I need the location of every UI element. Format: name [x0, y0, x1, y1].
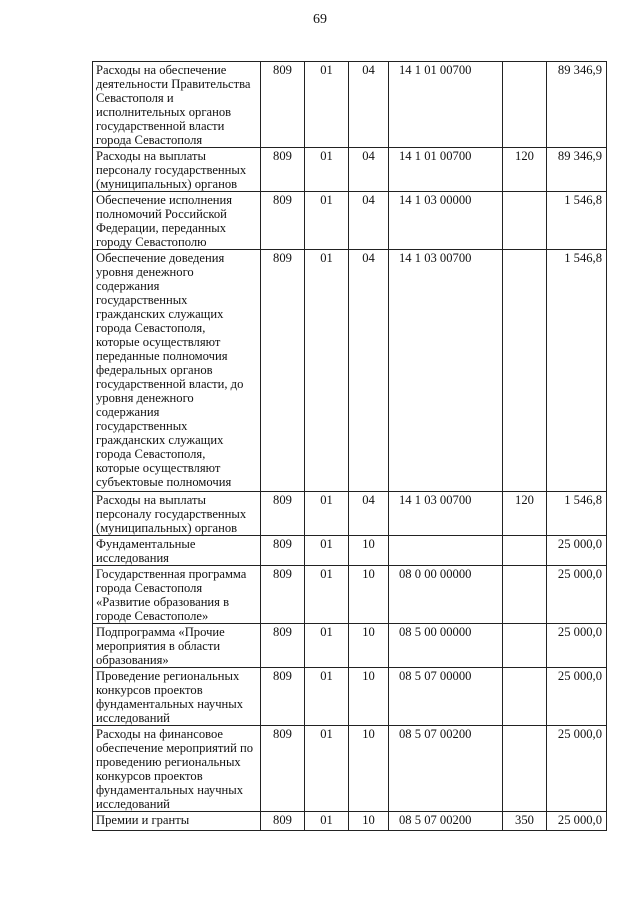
expense-name-cell: [93, 192, 261, 250]
department-code-cell: 809: [261, 668, 305, 726]
expense-name-line: которые осуществляют: [96, 461, 221, 475]
department-code-cell: 809: [261, 726, 305, 812]
expense-name-line: полномочий Российской: [96, 207, 227, 221]
amount-cell: 1 546,8: [547, 192, 607, 250]
table-row: [93, 812, 607, 831]
expense-name-line: персоналу государственных: [96, 163, 247, 177]
expense-name-cell: [93, 812, 261, 831]
expense-type-code-cell: 120: [503, 492, 547, 536]
amount-cell: 25 000,0: [547, 536, 607, 566]
target-article-code-cell: 08 5 07 00000: [389, 668, 503, 726]
expense-name-line: городе Севастополе»: [96, 609, 209, 623]
expense-name-line: Государственная программа: [96, 567, 247, 581]
expense-name-line: города Севастополя: [96, 133, 203, 147]
expense-name-line: Премии и гранты: [96, 813, 190, 827]
expense-name-line: Обеспечение исполнения: [96, 193, 233, 207]
expense-name-line: государственных: [96, 419, 188, 433]
expense-name-line: Подпрограмма «Прочие: [96, 625, 225, 639]
section-code-cell: 01: [305, 668, 349, 726]
expense-name-cell: [93, 148, 261, 192]
expense-name-line: «Развитие образования в: [96, 595, 230, 609]
department-code-cell: 809: [261, 492, 305, 536]
department-code-cell: 809: [261, 148, 305, 192]
table-row: [93, 492, 607, 536]
amount-cell: 25 000,0: [547, 668, 607, 726]
expense-type-code-cell: [503, 566, 547, 624]
subsection-code-cell: 04: [349, 62, 389, 148]
expense-name-line: обеспечение мероприятий по: [96, 741, 254, 755]
subsection-code-cell: 10: [349, 726, 389, 812]
page-number: 69: [313, 12, 327, 27]
expense-type-code-cell: [503, 250, 547, 492]
expense-name-line: содержания: [96, 279, 160, 293]
table-row: [93, 624, 607, 668]
expense-name-line: (муниципальных) органов: [96, 521, 238, 535]
section-code-cell: 01: [305, 536, 349, 566]
target-article-code-cell: 14 1 01 00700: [389, 62, 503, 148]
expense-name-line: фундаментальных научных: [96, 697, 244, 711]
department-code-cell: 809: [261, 566, 305, 624]
target-article-code-cell: 08 5 00 00000: [389, 624, 503, 668]
expense-name-line: исполнительных органов: [96, 105, 232, 119]
section-code-cell: 01: [305, 250, 349, 492]
expense-name-line: федеральных органов: [96, 363, 213, 377]
target-article-code-cell: 14 1 03 00700: [389, 492, 503, 536]
target-article-code-cell: 08 5 07 00200: [389, 726, 503, 812]
subsection-code-cell: 10: [349, 668, 389, 726]
table-row: [93, 536, 607, 566]
expense-name-line: исследований: [96, 711, 170, 725]
subsection-code-cell: 04: [349, 492, 389, 536]
expense-name-line: конкурсов проектов: [96, 683, 203, 697]
expense-name-line: государственной власти, до: [96, 377, 244, 391]
expense-name-line: гражданских служащих: [96, 433, 224, 447]
amount-cell: 89 346,9: [547, 148, 607, 192]
expense-type-code-cell: [503, 192, 547, 250]
expense-name-line: государственной власти: [96, 119, 225, 133]
table-row: [93, 668, 607, 726]
expense-name-line: Расходы на обеспечение: [96, 63, 227, 77]
expense-name-cell: [93, 62, 261, 148]
table-row: [93, 62, 607, 148]
expense-type-code-cell: [503, 536, 547, 566]
expense-name-line: мероприятия в области: [96, 639, 221, 653]
expense-name-line: (муниципальных) органов: [96, 177, 238, 191]
expense-name-line: деятельности Правительства: [96, 77, 251, 91]
expense-type-code-cell: 120: [503, 148, 547, 192]
table-row: [93, 726, 607, 812]
expense-name-line: уровня денежного: [96, 265, 194, 279]
table-row: [93, 566, 607, 624]
amount-cell: 25 000,0: [547, 566, 607, 624]
expense-name-line: конкурсов проектов: [96, 769, 203, 783]
table-row: [93, 148, 607, 192]
expense-name-line: города Севастополя: [96, 581, 203, 595]
subsection-code-cell: 04: [349, 148, 389, 192]
target-article-code-cell: 08 0 00 00000: [389, 566, 503, 624]
department-code-cell: 809: [261, 62, 305, 148]
target-article-code-cell: 08 5 07 00200: [389, 812, 503, 831]
department-code-cell: 809: [261, 624, 305, 668]
expense-name-line: городу Севастополю: [96, 235, 207, 249]
expense-name-line: Расходы на финансовое: [96, 727, 224, 741]
subsection-code-cell: 10: [349, 536, 389, 566]
expense-name-line: которые осуществляют: [96, 335, 221, 349]
amount-cell: 1 546,8: [547, 250, 607, 492]
expense-name-line: Расходы на выплаты: [96, 149, 206, 163]
target-article-code-cell: [389, 536, 503, 566]
target-article-code-cell: 14 1 03 00000: [389, 192, 503, 250]
target-article-code-cell: 14 1 01 00700: [389, 148, 503, 192]
expense-name-line: субъектовые полномочия: [96, 475, 232, 489]
expense-name-line: Севастополя и: [96, 91, 174, 105]
expense-name-line: персоналу государственных: [96, 507, 247, 521]
expense-name-line: образования»: [96, 653, 169, 667]
expense-name-line: исследований: [96, 797, 170, 811]
section-code-cell: 01: [305, 624, 349, 668]
subsection-code-cell: 04: [349, 250, 389, 492]
subsection-code-cell: 04: [349, 192, 389, 250]
expense-type-code-cell: 350: [503, 812, 547, 831]
subsection-code-cell: 10: [349, 812, 389, 831]
expense-name-line: Расходы на выплаты: [96, 493, 206, 507]
expense-name-line: исследования: [96, 551, 169, 565]
amount-cell: 89 346,9: [547, 62, 607, 148]
expense-name-line: Федерации, переданных: [96, 221, 227, 235]
section-code-cell: 01: [305, 148, 349, 192]
table-row: [93, 192, 607, 250]
expense-name-line: фундаментальных научных: [96, 783, 244, 797]
expense-name-line: Обеспечение доведения: [96, 251, 225, 265]
expense-name-line: Проведение региональных: [96, 669, 240, 683]
expense-name-line: содержания: [96, 405, 160, 419]
budget-table-container: [92, 61, 606, 831]
expense-name-cell: [93, 492, 261, 536]
department-code-cell: 809: [261, 192, 305, 250]
expense-name-line: государственных: [96, 293, 188, 307]
amount-cell: 1 546,8: [547, 492, 607, 536]
section-code-cell: 01: [305, 812, 349, 831]
expense-name-line: гражданских служащих: [96, 307, 224, 321]
expense-type-code-cell: [503, 668, 547, 726]
section-code-cell: 01: [305, 566, 349, 624]
department-code-cell: 809: [261, 812, 305, 831]
expense-name-line: переданные полномочия: [96, 349, 228, 363]
subsection-code-cell: 10: [349, 566, 389, 624]
department-code-cell: 809: [261, 250, 305, 492]
expense-name-cell: [93, 536, 261, 566]
expense-name-line: города Севастополя,: [96, 321, 206, 335]
table-row: [93, 250, 607, 492]
section-code-cell: 01: [305, 192, 349, 250]
section-code-cell: 01: [305, 726, 349, 812]
subsection-code-cell: 10: [349, 624, 389, 668]
expense-name-line: проведению региональных: [96, 755, 241, 769]
budget-table: [92, 61, 607, 831]
expense-name-line: уровня денежного: [96, 391, 194, 405]
budget-table-body: [93, 62, 607, 831]
expense-name-cell: [93, 566, 261, 624]
section-code-cell: 01: [305, 62, 349, 148]
expense-name-line: города Севастополя,: [96, 447, 206, 461]
section-code-cell: 01: [305, 492, 349, 536]
expense-name-line: Фундаментальные: [96, 537, 196, 551]
expense-type-code-cell: [503, 624, 547, 668]
amount-cell: 25 000,0: [547, 812, 607, 831]
expense-name-cell: [93, 624, 261, 668]
expense-name-cell: [93, 726, 261, 812]
expense-type-code-cell: [503, 726, 547, 812]
amount-cell: 25 000,0: [547, 726, 607, 812]
expense-name-cell: [93, 668, 261, 726]
department-code-cell: 809: [261, 536, 305, 566]
target-article-code-cell: 14 1 03 00700: [389, 250, 503, 492]
expense-name-cell: [93, 250, 261, 492]
expense-type-code-cell: [503, 62, 547, 148]
amount-cell: 25 000,0: [547, 624, 607, 668]
